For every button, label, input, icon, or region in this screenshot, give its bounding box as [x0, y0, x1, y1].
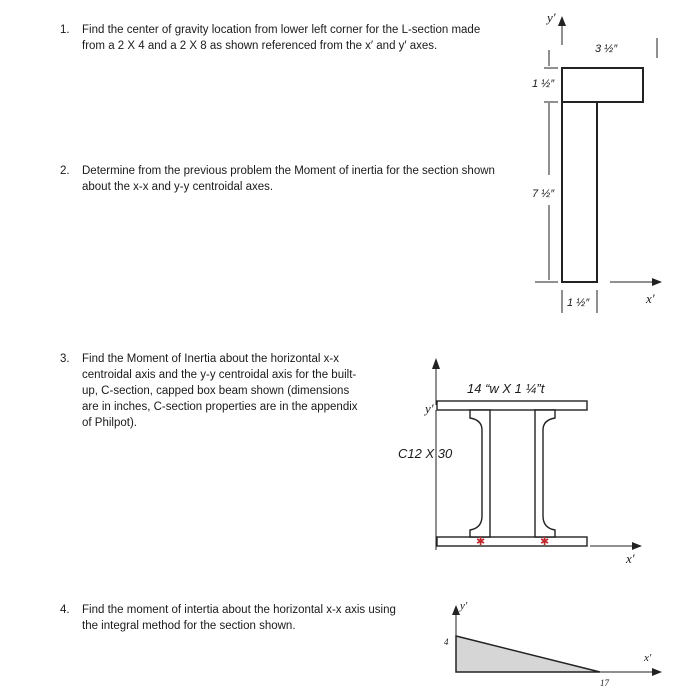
figure-3-y-arrow: [432, 358, 440, 369]
figure-3-right-channel: [535, 410, 555, 537]
figure-4-x-arrow: [652, 668, 662, 676]
figure-3-left-channel: [470, 410, 490, 537]
figure-1-dim-web-width: 1 ½″: [567, 297, 590, 309]
figure-4-x-label: x′: [644, 652, 652, 664]
problem-line: from a 2 X 4 and a 2 X 8 as shown referenced from the x′ and y′ axes.: [82, 40, 438, 52]
weld-mark: ✱: [540, 535, 550, 548]
figure-1-dim-web-height: 7 ½″: [532, 188, 555, 200]
figure-1-x-label: x′: [646, 291, 655, 306]
problem-line: about the x-x and y-y centroidal axes.: [82, 181, 274, 193]
figure-4-triangle: [456, 636, 600, 672]
figure-3-x-label: x′: [626, 551, 635, 566]
figure-4-y-label: y′: [460, 600, 468, 612]
problem-line: Find the moment of intertia about the horizontal x-x axis using: [82, 604, 396, 616]
figure-4-length-label: 17: [600, 678, 609, 688]
problem-line: up, C-section, capped box beam shown (dimensions: [82, 385, 350, 397]
figure-1-dim-top-width: 3 ½″: [595, 43, 618, 55]
problem-line: of Philpot).: [82, 417, 137, 429]
figure-1-flange: [562, 68, 643, 102]
figure-1-y-arrow: [558, 16, 566, 26]
figure-4-y-arrow: [452, 605, 460, 615]
problem-line: Find the center of gravity location from lower left corner for the L-section made: [82, 24, 481, 36]
problem-number: 2.: [60, 165, 70, 177]
figure-1-dim-top-height: 1 ½″: [532, 78, 555, 90]
figure-3-plate-label: 14 “w X 1 ¼”t: [467, 381, 545, 396]
figure-3-y-label: y′: [425, 401, 434, 416]
problem-line: the integral method for the section shown.: [82, 620, 296, 632]
problem-number: 3.: [60, 353, 70, 365]
problem-number: 4.: [60, 604, 70, 616]
figure-3-x-arrow: [632, 542, 642, 550]
figure-3-bottom-plate: [437, 537, 587, 546]
figure-3-channel-label: C12 X 30: [398, 446, 453, 461]
problem-line: Determine from the previous problem the Moment of inertia for the section shown: [82, 165, 495, 177]
figure-1-x-arrow: [652, 278, 662, 286]
figure-1-y-label: y′: [547, 10, 556, 25]
problem-line: are in inches, C-section properties are in the appendix: [82, 401, 358, 413]
problem-line: centroidal axis and the y-y centroidal axis for the built-: [82, 369, 357, 381]
problem-number: 1.: [60, 24, 70, 36]
figure-4-height-label: 4: [444, 637, 449, 647]
figure-3-top-plate: [437, 401, 587, 410]
weld-mark: ✱: [476, 535, 486, 548]
figure-1-web: [562, 102, 597, 282]
problem-line: Find the Moment of Inertia about the horizontal x-x: [82, 353, 339, 365]
